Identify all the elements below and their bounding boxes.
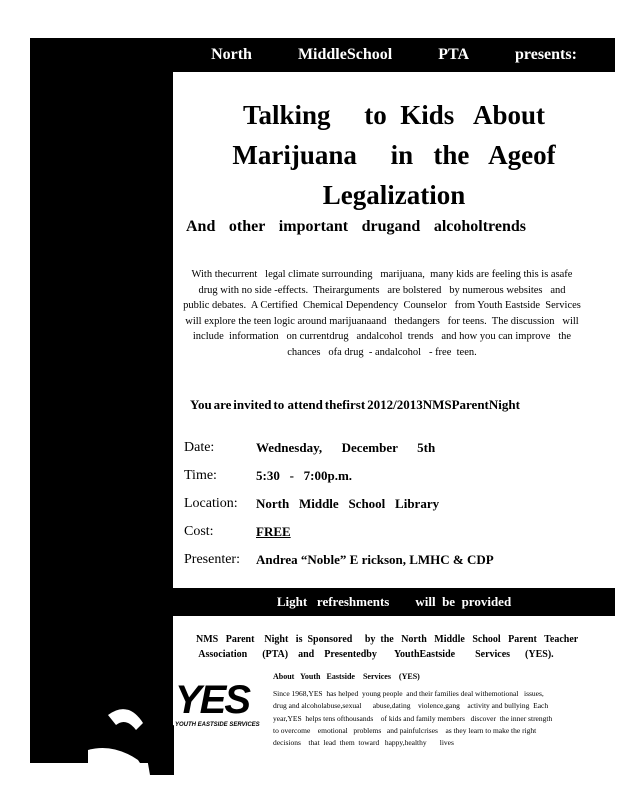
- presenter-label: Presenter:: [184, 552, 240, 567]
- about-line: drug and alcoholabuse,sexual abuse,dating violence,gang activity and bullying Each: [273, 701, 549, 711]
- header-word: PTA: [438, 46, 469, 63]
- presenter-value: Andrea “Noble” E rickson, LMHC & CDP: [256, 552, 494, 567]
- header-word: MiddleSchool: [297, 46, 393, 63]
- time-value: 5:30 - 7:00p.m.: [256, 468, 353, 483]
- event-details: [184, 434, 604, 574]
- detail-row-date: [184, 434, 604, 462]
- header-word: North: [211, 46, 252, 63]
- date-value: Wednesday, December 5th: [256, 440, 436, 455]
- location-label: Location:: [184, 496, 238, 511]
- subtitle-word: alcoholtrends: [433, 218, 526, 235]
- flyer-subtitle: [186, 218, 526, 236]
- about-line: year,YES helps tens ofthousands of kids and family members discover the inner strength: [273, 713, 553, 723]
- about-line: Since 1968,YES has helped young people and their families deal withemotional issues,: [273, 689, 544, 698]
- invite-word: invited: [233, 397, 272, 412]
- yes-logo: [175, 680, 271, 740]
- cost-value: FREE: [256, 524, 291, 539]
- title-line: Marijuana in the Ageof: [232, 140, 556, 170]
- detail-row-cost: [184, 518, 604, 546]
- time-label: Time:: [184, 468, 217, 483]
- yes-logo-mark: YES: [175, 680, 271, 720]
- header-title: [173, 38, 615, 72]
- invite-word: thefirst: [324, 397, 366, 412]
- description-line: With thecurrent legal climate surrounding marijuana, many kids are feeling this is asafe: [191, 269, 573, 280]
- invite-word: to attend: [273, 397, 323, 412]
- subtitle-word: other: [228, 218, 266, 235]
- detail-row-presenter: [184, 546, 604, 574]
- about-title: About Youth Eastside Services (YES): [273, 672, 420, 681]
- about-body: [273, 688, 578, 749]
- subtitle-word: important: [278, 218, 349, 235]
- cost-label: Cost:: [184, 524, 214, 539]
- description-line: will explore the teen logic around marijuanaand thedangers for teens. The discussion will: [185, 315, 579, 327]
- description-line: drug with no side -effects. Theirarguments are bolstered by numerous websites and: [198, 284, 566, 296]
- flyer-title: [173, 95, 615, 215]
- yes-logo-tagline: YOUTH EASTSIDE SERVICES: [175, 722, 271, 728]
- invite-word: You: [190, 397, 212, 412]
- description-line: public debates. A Certified Chemical Dependency Counselor from Youth Eastside Services: [183, 300, 581, 311]
- refreshments-text: Light refreshments will be provided: [276, 594, 512, 609]
- header-word: presents:: [515, 46, 577, 63]
- title-line: Legalization: [322, 180, 466, 210]
- location-value: North Middle School Library: [256, 496, 440, 511]
- description-paragraph: [183, 267, 581, 360]
- sponsor-line: Association (PTA) and Presentedby YouthEastside Services (YES).: [198, 649, 554, 660]
- invitation-line: [190, 397, 520, 413]
- about-line: decisions that lead them toward happy,healthy lives: [273, 738, 454, 748]
- description-line: chances ofa drug - andalcohol - free teen.: [287, 346, 477, 358]
- subtitle-word: And: [186, 218, 216, 235]
- detail-row-location: [184, 490, 604, 518]
- invite-word: are: [213, 397, 232, 412]
- detail-row-time: [184, 462, 604, 490]
- date-label: Date:: [184, 440, 215, 455]
- title-line: Talking to Kids About: [242, 100, 546, 130]
- subtitle-word: drugand: [361, 218, 421, 235]
- invite-word: 2012/2013NMSParentNight: [367, 397, 520, 412]
- description-line: include information on currentdrug andalcohol trends and how you can improve the: [192, 331, 572, 342]
- sponsor-text: [196, 632, 579, 662]
- cropped-logo-fragment: [88, 705, 174, 775]
- about-line: to overcome emotional problems and painfulcrises as they learn to make the right: [273, 725, 537, 735]
- left-black-column: [30, 38, 173, 603]
- sponsor-line: NMS Parent Night is Sponsored by the North Middle School Parent Teacher: [196, 634, 579, 645]
